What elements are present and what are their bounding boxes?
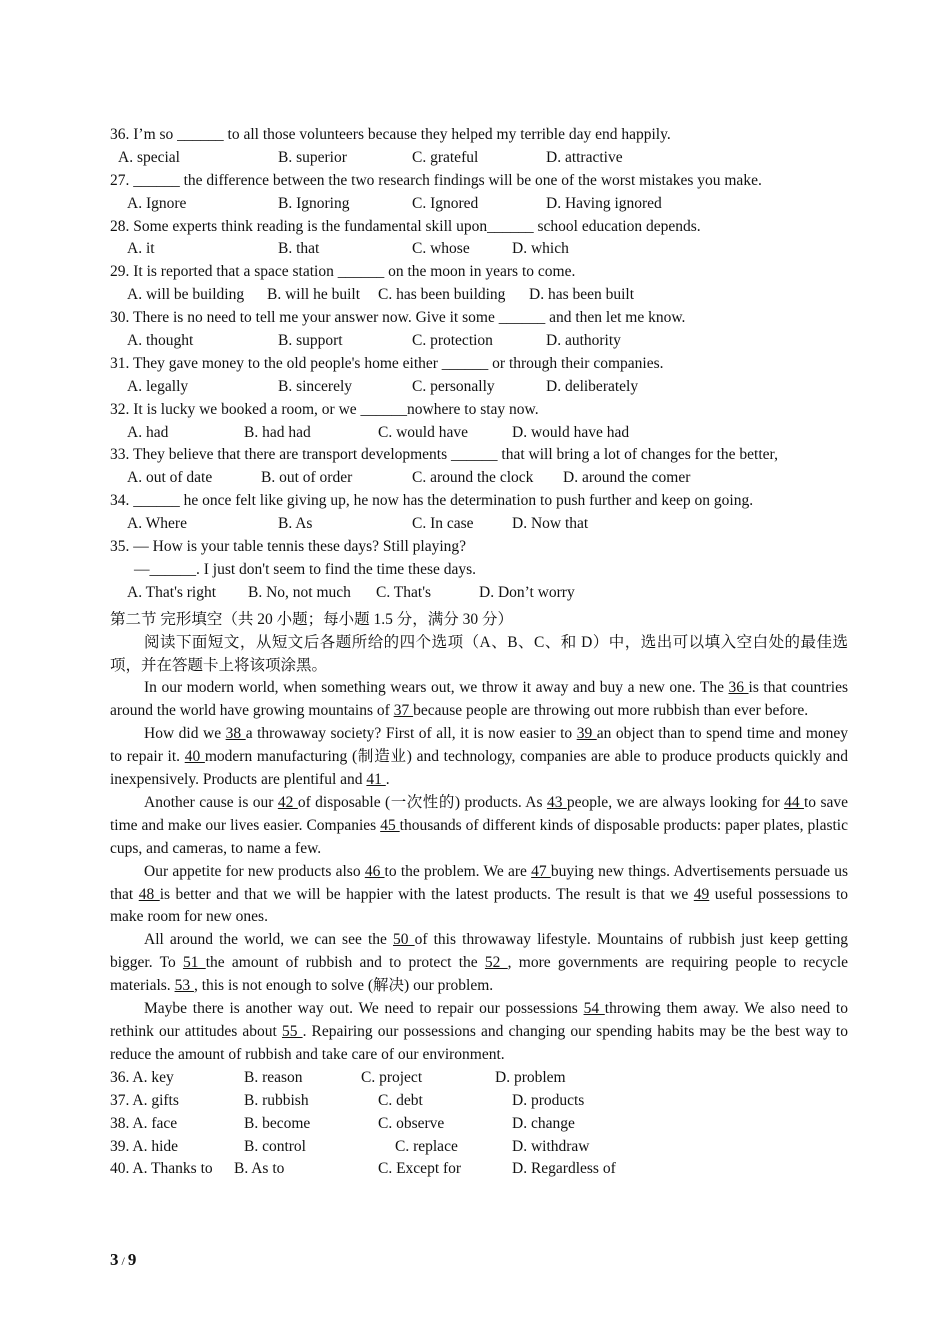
question-options [110,330,848,353]
option-choice: A. will be building [127,286,245,304]
option-choice: D. Don’t worry [479,583,575,601]
option-choice: D. around the comer [563,469,691,487]
blank-number: 45 [380,816,400,834]
cloze-option: B. become [244,1114,311,1132]
question-stem: 36. I’m so ______ to all those volunteers because they helped my terrible day end happily. [110,126,671,143]
blank-number: 48 [138,885,160,903]
cloze-option-row [110,1113,848,1136]
cloze-option-row [110,1067,848,1090]
cloze-option: B. As to [234,1160,285,1178]
option-choice: C. grateful [412,148,479,166]
question-options [110,238,848,261]
option-choice: B. Ignoring [278,194,350,212]
cloze-options [110,1067,848,1181]
blank-number: 37 [393,702,414,720]
option-choice: C. That's [376,583,432,601]
option-choice: C. personally [412,377,495,395]
page-content [110,124,848,1181]
question-options [110,582,848,605]
option-choice: D. attractive [546,148,623,166]
blank-number: 51 [182,954,206,972]
question-stem: 27. ______ the difference between the two research findings will be one of the worst mistakes you make. [110,171,762,189]
cloze-option: D. products [512,1091,585,1109]
option-choice: C. would have [378,423,468,441]
question-stem: 34. ______ he once felt like giving up, he now has the determination to push further and keep on going. [110,492,754,510]
option-choice: A. Ignore [127,194,187,212]
cloze-passage [110,677,848,1066]
blank-number: 43 [546,793,567,811]
page-number [110,1250,136,1270]
section-instructions: 阅读下面短文，从短文后各题所给的四个选项（A、B、C、和 D）中，选出可以填入空白处的最佳选项，并在答题卡上将该项涂黑。 [110,633,848,674]
option-choice: C. whose [412,240,470,258]
question-options [110,467,848,490]
passage-text: modern manufacturing (制造业) and technology, companies are able to produce products quickly and inexpensively. Products are plentiful and [110,748,849,789]
option-choice: C. protection [412,332,493,350]
blank-number: 47 [531,862,551,880]
blank-number: 46 [364,862,385,880]
passage-paragraph [110,792,848,861]
option-choice: B. As [278,515,313,533]
option-choice: B. support [278,332,343,350]
question-stem: 30. There is no need to tell me your answer now. Give it some ______ and then let me know. [110,309,686,327]
page-separator: / [118,1254,128,1268]
section-title: 第二节 完形填空（共 20 小题；每小题 1.5 分，满分 30 分） [110,610,514,628]
passage-paragraph [110,861,848,930]
option-choice: A. it [127,240,155,258]
option-choice: C. Ignored [412,194,479,212]
cloze-option: D. change [512,1114,575,1132]
option-choice: B. that [278,240,320,258]
passage-text: , this is not enough to solve (解决) our problem. [193,977,494,995]
blank-number: 53 [174,977,194,995]
passage-text: All around the world, we can see the [144,931,393,949]
passage-text: because people are throwing out more rubbish than ever before. [413,702,809,720]
passage-text: thousands of different kinds of disposable products: paper plates, plastic cups, and cameras, to name a few. [110,816,848,857]
passage-text: Maybe there is another way out. We need to repair our possessions [144,1000,584,1018]
question-options [110,147,848,170]
passage-text: to the problem. We are [384,862,532,880]
option-choice: D. Having ignored [546,194,662,212]
option-choice: A. Where [127,515,187,533]
option-choice: C. In case [412,515,474,533]
blank-number: 39 [576,725,597,743]
cloze-option: C. replace [395,1137,458,1155]
option-choice: D. authority [546,332,621,350]
option-choice: A. had [127,423,169,441]
passage-text: people, we are always looking for [566,793,785,811]
cloze-option-row [110,1136,848,1159]
blank-number: 50 [393,931,415,949]
option-choice: C. around the clock [412,469,534,487]
cloze-option: 39. A. hide [110,1137,179,1155]
question-options [110,513,848,536]
question-stem: 35. — How is your table tennis these days? Still playing? [110,538,467,556]
blank-number: 40 [184,748,205,766]
page-current: 3 [110,1250,119,1269]
blank-number: 41 [366,771,386,789]
cloze-option: 40. A. Thanks to [110,1160,213,1178]
option-choice: B. had had [244,423,311,441]
cloze-option-row [110,1090,848,1113]
blank-number: 42 [277,793,298,811]
option-choice: D. has been built [529,286,635,304]
cloze-option: C. project [361,1068,423,1086]
page-total: 9 [127,1250,137,1269]
question-stem-reply: —______. I just don't seem to find the time these days. [134,560,477,578]
question-options [110,422,848,445]
cloze-option: C. Except for [378,1160,462,1178]
cloze-option: 36. A. key [110,1068,174,1086]
passage-text: is better and that we will be happier with the latest products. The result is that we [159,885,694,903]
question-stem: 32. It is lucky we booked a room, or we ______nowhere to stay now. [110,400,539,418]
blank-number: 44 [784,793,804,811]
question-stem: 29. It is reported that a space station ______ on the moon in years to come. [110,263,576,281]
blank-number: 49 [693,885,710,903]
blank-number: 36 [728,679,749,697]
passage-text: an object than to spend time and money to repair it. [110,725,849,766]
passage-text: useful possessions to make room for new ones. [110,885,849,926]
question-options [110,284,848,307]
passage-text: a throwaway society? First of all, it is now easier to [245,725,577,743]
passage-text: of disposable (一次性的) products. As [297,793,547,811]
passage-text: Another cause is our [144,793,278,811]
cloze-option: D. Regardless of [512,1160,616,1178]
cloze-option: D. withdraw [512,1137,590,1155]
blank-number: 55 [281,1023,303,1041]
question-stem: 33. They believe that there are transport developments ______ that will bring a lot of changes for the better, [110,446,778,464]
question-options [110,376,848,399]
option-choice: B. will he built [267,286,360,304]
cloze-option: B. control [244,1137,306,1155]
option-choice: B. No, not much [248,583,351,601]
option-choice: D. Now that [512,515,589,533]
cloze-option: B. rubbish [244,1091,309,1109]
passage-text: . Repairing our possessions and changing our spending habits may be the best way to reduce the amount of rubbish and take care of our environment. [110,1023,848,1063]
passage-text: , more governments are requiring people to recycle materials. [110,954,849,995]
passage-paragraph [110,723,848,792]
cloze-option: C. debt [378,1091,423,1109]
cloze-option: C. observe [378,1114,445,1132]
option-choice: B. superior [278,148,347,166]
passage-text: buying new things. Advertisements persuade us that [110,862,848,903]
question-stem: 28. Some experts think reading is the fundamental skill upon______ school education depends. [110,217,701,235]
passage-text: of this throwaway lifestyle. Mountains of rubbish just keep getting bigger. To [110,931,848,972]
option-choice: C. has been building [378,286,506,304]
multiple-choice-questions [110,124,848,605]
passage-text: How did we [144,725,226,743]
question-options [110,193,848,216]
option-choice: A. out of date [127,469,213,487]
passage-paragraph [110,998,848,1067]
passage-text: . [385,771,390,789]
passage-text: throwing them away. We also need to rethink our attitudes about [110,1000,848,1041]
cloze-option: D. problem [495,1068,566,1086]
option-choice: D. which [512,240,569,258]
option-choice: B. sincerely [278,377,353,395]
option-choice: A. thought [127,332,194,350]
cloze-option-row [110,1158,848,1181]
option-choice: A. That's right [127,583,217,601]
passage-text: to save time and make our lives easier. Companies [110,793,849,834]
option-choice: B. out of order [261,469,353,487]
passage-paragraph [110,677,848,723]
cloze-option: 37. A. gifts [110,1091,179,1109]
option-choice: A. legally [127,377,189,395]
cloze-option: 38. A. face [110,1114,178,1132]
cloze-option: B. reason [244,1068,303,1086]
passage-text: In our modern world, when something wears out, we throw it away and buy a new one. The [144,679,729,697]
blank-number: 54 [583,1000,605,1018]
option-choice: A. special [118,148,180,166]
passage-text: Our appetite for new products also [144,862,365,880]
question-stem: 31. They gave money to the old people's home either ______ or through their companies. [110,354,664,372]
passage-text: is that countries around the world have growing mountains of [110,679,848,720]
passage-paragraph [110,929,848,998]
passage-text: the amount of rubbish and to protect the [205,954,485,972]
blank-number: 52 [484,954,508,972]
blank-number: 38 [225,725,246,743]
option-choice: D. deliberately [546,377,639,395]
option-choice: D. would have had [512,423,630,441]
